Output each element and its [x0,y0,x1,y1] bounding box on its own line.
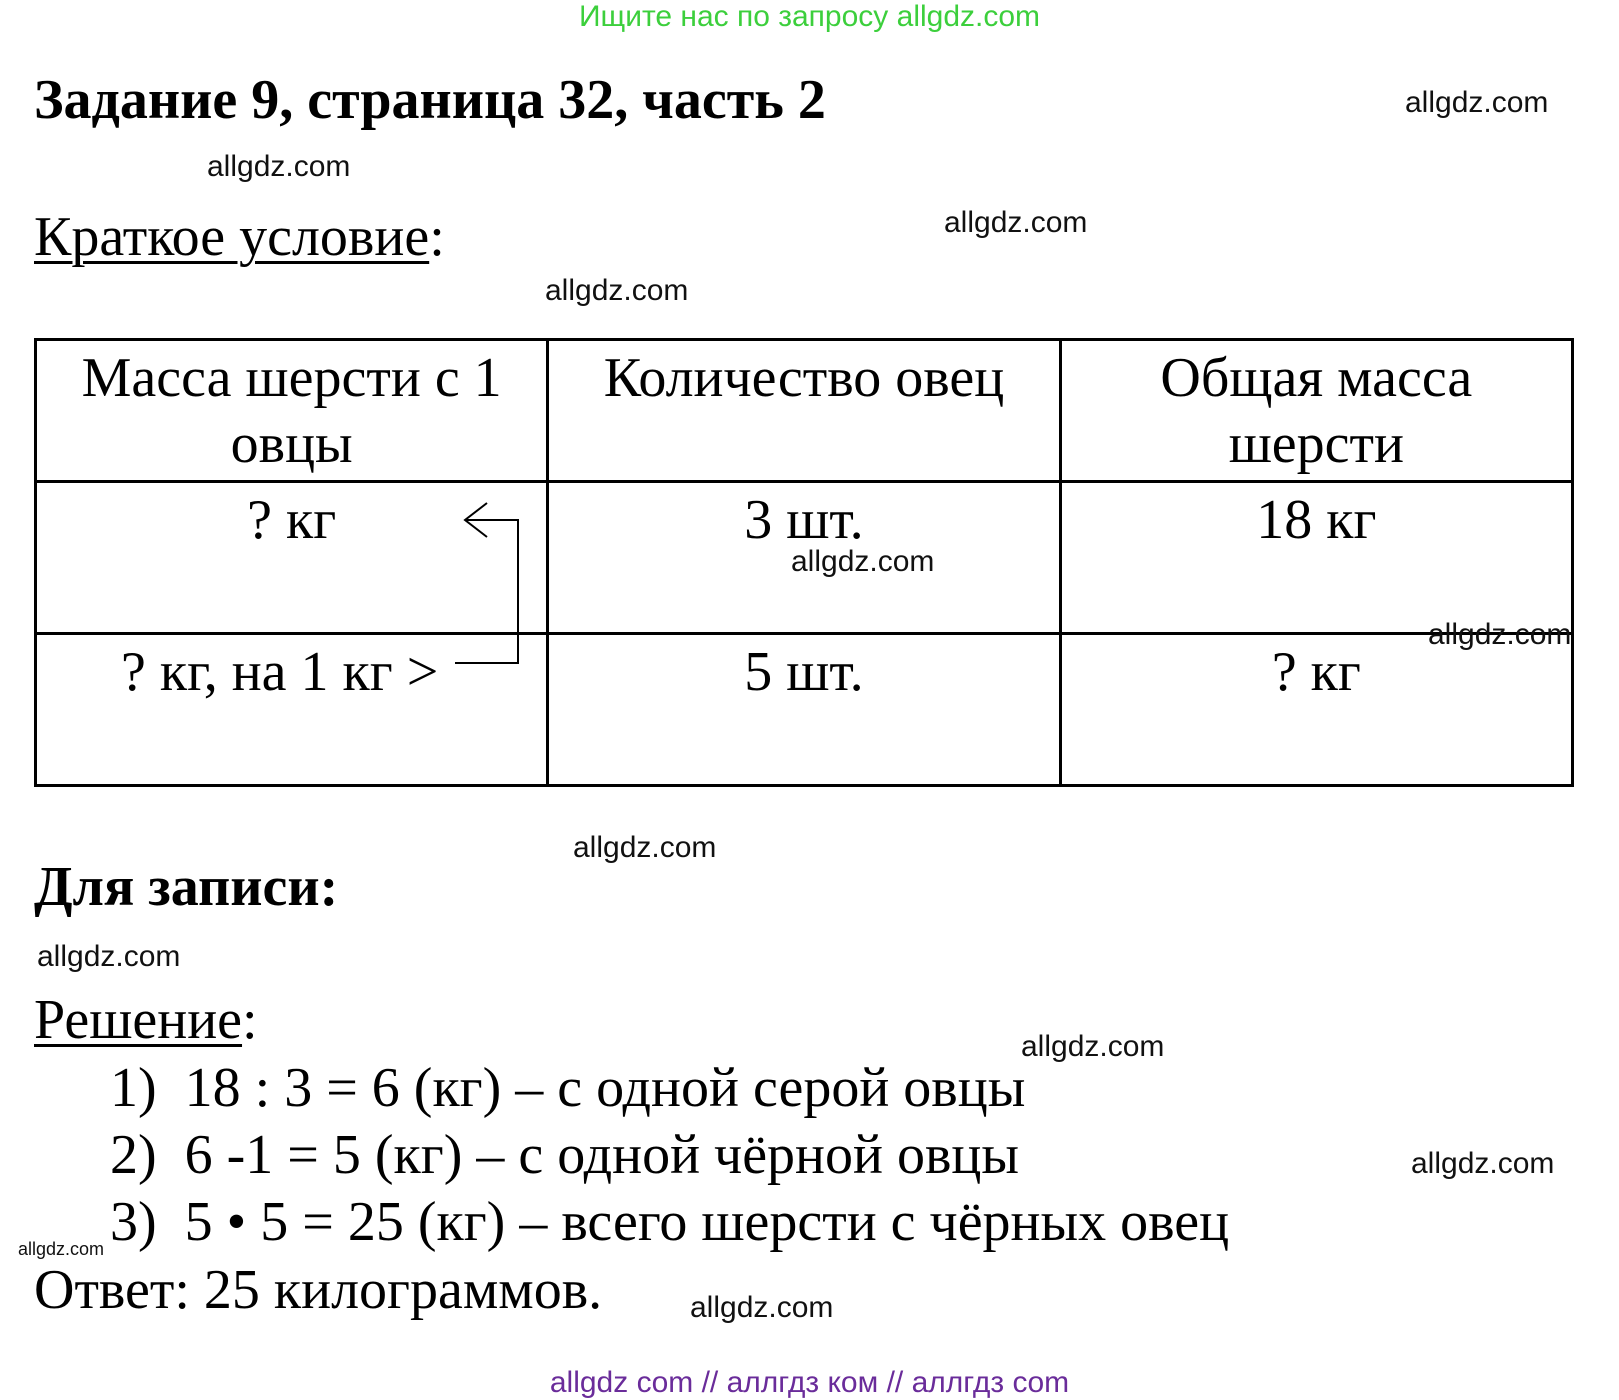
step-text: 5 • 5 = 25 (кг) – всего шерсти с чёрных овец [184,1191,1230,1253]
condition-heading [34,205,445,269]
step-number: 2) [110,1124,157,1186]
top-banner: Ищите нас по запросу allgdz.com [578,0,1041,33]
step-text: 18 : 3 = 6 (кг) – с одной серой овцы [184,1057,1026,1119]
table-header-row [36,340,1573,482]
watermark: allgdz.com [1428,618,1572,651]
page-title: Задание 9, страница 32, часть 2 [34,69,826,131]
cell-grey-total: 18 кг [1060,482,1572,634]
header-wool-per-sheep: Масса шерсти с 1 овцы [36,340,548,482]
cell-black-total: ? кг [1060,634,1572,786]
watermark: allgdz.com [1021,1030,1165,1063]
watermark: allgdz.com [944,206,1088,239]
watermark: allgdz.com [690,1291,834,1324]
header-sheep-count: Количество овец [548,340,1060,482]
watermark: allgdz.com [1411,1147,1555,1180]
watermark: allgdz.com [18,1239,105,1259]
footer-links: allgdz com // аллгдз ком // аллгдз com [549,1366,1070,1399]
record-heading: Для записи: [34,856,339,918]
cell-wool-per-grey-sheep: ? кг [36,482,548,634]
table-row [36,634,1573,786]
watermark: allgdz.com [207,150,351,183]
answer: Ответ: 25 килограммов. [34,1259,603,1321]
cell-black-sheep-count: 5 шт. [548,634,1060,786]
solution-step [110,1056,1025,1120]
header-total-wool: Общая масса шерсти [1060,340,1572,482]
step-number: 1) [110,1057,157,1119]
solution-heading [34,988,258,1052]
condition-colon: : [429,206,445,268]
solution-colon: : [242,989,258,1051]
solution-step [110,1123,1019,1187]
solution-step [110,1190,1229,1254]
step-text: 6 -1 = 5 (кг) – с одной чёрной овцы [184,1124,1020,1186]
watermark: allgdz.com [545,274,689,307]
cell-wool-per-black-sheep: ? кг, на 1 кг > [36,634,548,786]
step-number: 3) [110,1191,157,1253]
watermark: allgdz.com [1405,86,1549,119]
watermark: allgdz.com [791,545,935,578]
condition-heading-text: Краткое условие [34,206,430,268]
watermark: allgdz.com [37,940,181,973]
watermark: allgdz.com [573,831,717,864]
solution-heading-text: Решение [34,989,243,1051]
cell-grey-sheep-count: 3 шт. [548,482,1060,634]
